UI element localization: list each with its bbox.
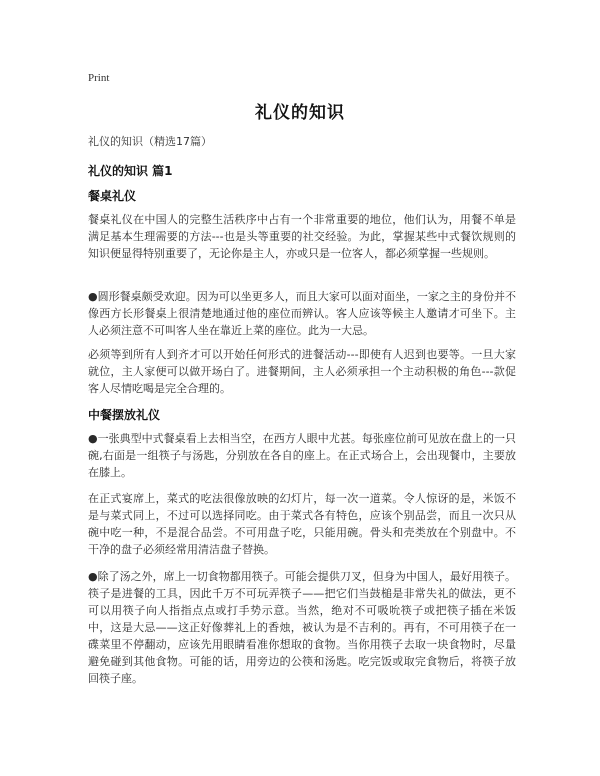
paragraph: ●除了汤之外，席上一切食物都用筷子。可能会提供刀叉，但身为中国人，最好用筷子。筷子是进餐的工具，因此千万不可玩弄筷子——把它们当鼓槌是非常失礼的做法，更不可以用筷子向人指指点点或打手势示意。当然，绝对不可吸吮筷子或把筷子插在米饭中，这是大忌——这正好像葬礼上的香烛，被认为是不吉利的。再有，不可用筷子在一碟菜里不停翻动，应该先用眼睛看准你想取的食物。当你用筷子去取一块食物时，尽量避免碰到其他食物。可能的话，用旁边的公筷和汤匙。吃完饭或取完食物后，将筷子放回筷子座。 (88, 570, 516, 685)
paragraph: ●一张典型中式餐桌看上去相当空，在西方人眼中尤甚。每张座位前可见放在盘上的一只碗,右面是一组筷子与汤匙，分别放在各自的座上。在正式场合上，会出现餐巾，主要放在膝上。 (88, 432, 516, 479)
print-label: Print (88, 72, 110, 84)
paragraph: 必须等到所有人到齐才可以开始任何形式的进餐活动---即使有人迟到也要等。一旦大家就位，主人家便可以做开场白了。进餐期间，主人必须承担一个主动积极的角色---款促客人尽情吃喝是完全合理的。 (88, 348, 516, 395)
section-heading-table-setting: 中餐摆放礼仪 (88, 408, 161, 422)
document-subtitle: 礼仪的知识（精选17篇） (88, 135, 212, 148)
section-heading-table-manners: 餐桌礼仪 (88, 189, 137, 203)
paragraph: 餐桌礼仪在中国人的完整生活秩序中占有一个非常重要的地位，他们认为，用餐不单是满足基本生理需要的方法---也是头等重要的社交经验。为此，掌握某些中式餐饮规则的知识便显得特别重要了，无论你是主人，亦或只是一位客人，都必须掌握一些规则。 (88, 213, 516, 260)
chapter-title: 礼仪的知识 篇1 (88, 164, 173, 178)
paragraph: ●圆形餐桌颇受欢迎。因为可以坐更多人，而且大家可以面对面坐，一家之主的身份并不像西方长形餐桌上很清楚地通过他的座位而辨认。客人应该等候主人邀请才可坐下。主人必须注意不可叫客人坐在靠近上菜的座位。此为一大忌。 (88, 290, 516, 337)
document-title: 礼仪的知识 (255, 103, 345, 123)
paragraph: 在正式宴席上，菜式的吃法很像放映的幻灯片，每一次一道菜。令人惊讶的是，米饭不是与菜式同上，不过可以选择同吃。由于菜式各有特色，应该个别品尝，而且一次只从碗中吃一种，不是混合品尝。不可用盘子吃，只能用碗。骨头和壳类放在个别盘中。不干净的盘子必须经常用清洁盘子替换。 (88, 492, 516, 556)
